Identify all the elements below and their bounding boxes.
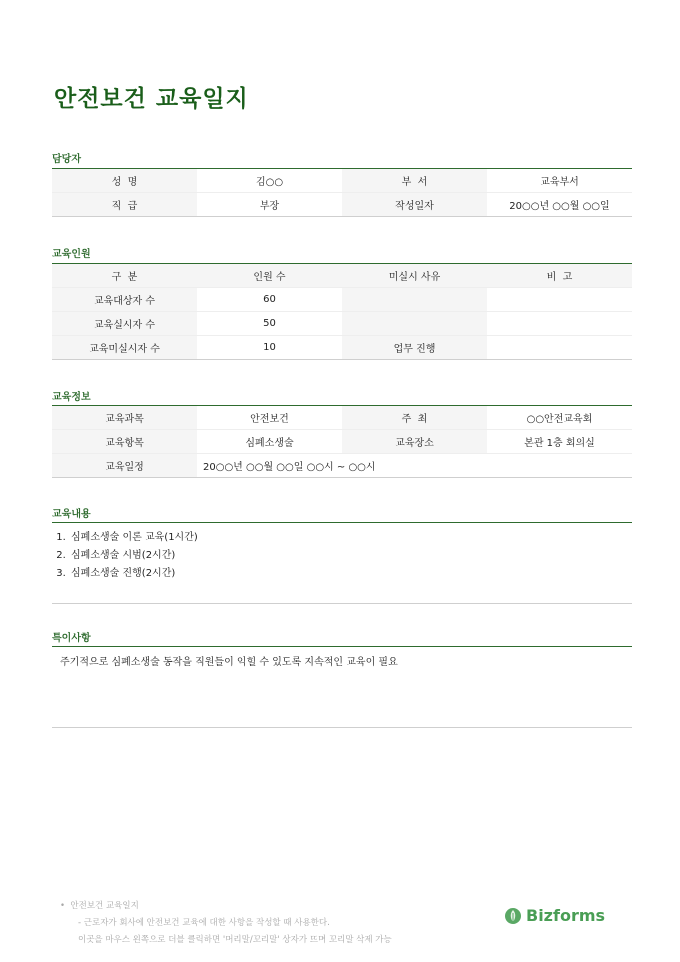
table-row — [52, 169, 632, 193]
list-item: 3. 심폐소생술 진행(2시간) — [69, 565, 632, 583]
course-label: 교육과목 — [52, 406, 197, 430]
row-count: 50 — [197, 312, 342, 336]
table-row — [52, 454, 632, 478]
footer — [60, 898, 392, 949]
table-row — [52, 312, 632, 336]
header-remark: 비 고 — [487, 264, 632, 288]
header-category: 구 분 — [52, 264, 197, 288]
row-count: 60 — [197, 288, 342, 312]
row-count: 10 — [263, 342, 276, 353]
row-reason: 업무 진행 — [342, 336, 487, 360]
manager-table — [52, 168, 632, 217]
row-reason — [342, 288, 487, 312]
item-value: 심폐소생술 — [197, 430, 342, 454]
info-table — [52, 405, 632, 478]
section-title-people: 교육인원 — [52, 249, 91, 260]
footer-line-1 — [60, 898, 392, 915]
footer-title: 안전보건 교육일지 — [70, 901, 139, 911]
notes-text: 주기적으로 심폐소생술 동작을 직원들이 익힐 수 있도록 지속적인 교육이 필요 — [60, 657, 398, 668]
section-title-info: 교육정보 — [52, 392, 91, 403]
footer-line-3: 이곳을 마우스 왼쪽으로 더블 클릭하면 '머리말/꼬리말' 상자가 뜨며 꼬리말 삭제 가능 — [78, 935, 392, 945]
table-row — [52, 430, 632, 454]
table-row — [52, 288, 632, 312]
date-value: 20○○년 ○○월 ○○일 — [509, 201, 610, 212]
section-title-notes: 특이사항 — [52, 633, 91, 644]
name-value: 김○○ — [197, 169, 342, 193]
people-table — [52, 263, 632, 360]
document-title: 안전보건 교육일지 — [54, 86, 249, 112]
row-reason — [342, 312, 487, 336]
dept-label: 부 서 — [342, 169, 487, 193]
dept-value: 교육부서 — [487, 169, 632, 193]
place-label: 교육장소 — [342, 430, 487, 454]
footer-line-2: - 근로자가 회사에 안전보건 교육에 대한 사항을 작성할 때 사용한다. — [78, 918, 330, 928]
course-value: 안전보건 — [197, 406, 342, 430]
row-label: 교육대상자 수 — [52, 288, 197, 312]
list-item: 2. 심폐소생술 시범(2시간) — [69, 547, 632, 565]
host-value: ○○안전교육회 — [487, 406, 632, 430]
section-title-content: 교육내용 — [52, 509, 91, 520]
place-value: 본관 1층 회의실 — [487, 430, 632, 454]
schedule-label: 교육일정 — [52, 454, 197, 478]
row-label: 교육실시자 수 — [52, 312, 197, 336]
row-label: 교육미실시자 수 — [52, 336, 197, 360]
content-list — [52, 529, 632, 583]
date-label: 작성일자 — [342, 193, 487, 217]
notes-box — [52, 646, 632, 728]
header-count: 인원 수 — [197, 264, 342, 288]
bullet-icon: • — [60, 901, 66, 911]
rank-label: 직 급 — [52, 193, 197, 217]
section-title-manager: 담당자 — [52, 154, 81, 165]
rank-value: 부장 — [259, 201, 280, 212]
table-row — [52, 336, 632, 360]
leaf-icon — [504, 907, 522, 925]
table-row — [52, 193, 632, 217]
row-remark — [487, 288, 632, 312]
host-label: 주 최 — [342, 406, 487, 430]
list-item: 1. 심폐소생술 이론 교육(1시간) — [69, 529, 632, 547]
table-row — [52, 406, 632, 430]
table-header-row — [52, 264, 632, 288]
content-box — [52, 522, 632, 604]
row-remark — [487, 312, 632, 336]
schedule-value: 20○○년 ○○월 ○○일 ○○시 ~ ○○시 — [203, 462, 376, 473]
item-label: 교육항목 — [52, 430, 197, 454]
bizforms-logo — [504, 906, 605, 925]
logo-text: Bizforms — [526, 906, 606, 925]
row-remark — [487, 336, 632, 360]
name-label: 성 명 — [52, 169, 197, 193]
header-reason: 미실시 사유 — [342, 264, 487, 288]
